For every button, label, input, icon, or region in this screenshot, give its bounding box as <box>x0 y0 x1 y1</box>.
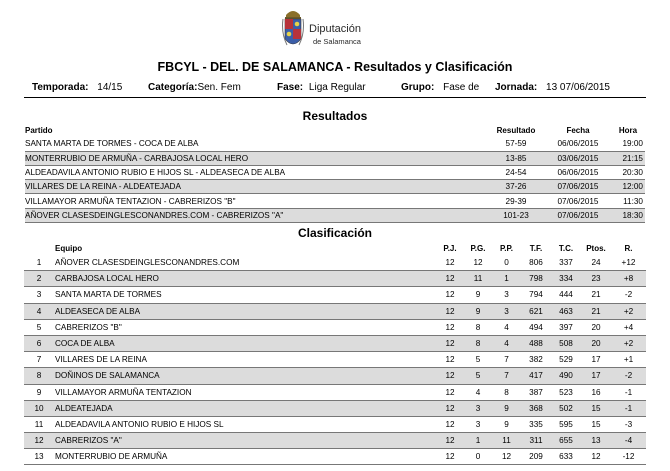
logo-line2: de Salamanca <box>313 37 361 46</box>
r-cell: -3 <box>611 416 646 432</box>
pos-cell: 5 <box>24 319 54 335</box>
pp-cell: 3 <box>492 287 521 303</box>
pg-cell: 5 <box>464 368 492 384</box>
table-row <box>25 151 645 165</box>
resultados-header-row <box>25 124 645 137</box>
table-row <box>24 400 646 416</box>
table-row <box>24 255 646 271</box>
equipo-cell: CABRERIZOS "A" <box>54 433 436 449</box>
fecha-cell: 07/06/2015 <box>545 194 611 208</box>
header-ptos: Ptos. <box>586 244 606 253</box>
pos-cell: 10 <box>24 400 54 416</box>
pj-cell: 12 <box>436 335 464 351</box>
r-cell: -1 <box>611 400 646 416</box>
r-cell: +1 <box>611 352 646 368</box>
header-hora: Hora <box>618 126 638 136</box>
header-equipo: Equipo <box>55 244 83 253</box>
header-tf: T.F. <box>529 244 543 253</box>
pos-cell: 9 <box>24 384 54 400</box>
pj-cell: 12 <box>436 416 464 432</box>
fase: Fase: Liga Regular <box>277 82 366 93</box>
logo-line1: Diputación <box>309 23 361 35</box>
r-cell: -4 <box>611 433 646 449</box>
table-row <box>25 165 645 179</box>
tf-cell: 488 <box>521 335 551 351</box>
divider <box>24 97 646 98</box>
pg-cell: 3 <box>464 400 492 416</box>
partido-cell: SANTA MARTA DE TORMES - COCA DE ALBA <box>25 137 487 151</box>
table-row <box>24 368 646 384</box>
equipo-cell: AÑOVER CLASESDEINGLESCONANDRES.COM <box>54 255 436 271</box>
equipo-cell: ALDEATEJADA <box>54 400 436 416</box>
table-row <box>25 137 645 151</box>
pp-cell: 4 <box>492 319 521 335</box>
r-cell: -12 <box>611 449 646 465</box>
grupo: Grupo: Fase de <box>401 82 480 93</box>
pos-cell: 4 <box>24 303 54 319</box>
table-row <box>24 352 646 368</box>
jornada: Jornada: 13 07/06/2015 <box>495 82 610 93</box>
r-cell: +12 <box>611 255 646 271</box>
pg-cell: 0 <box>464 449 492 465</box>
r-cell: -2 <box>611 368 646 384</box>
pp-cell: 7 <box>492 368 521 384</box>
pg-cell: 8 <box>464 319 492 335</box>
equipo-cell: SANTA MARTA DE TORMES <box>54 287 436 303</box>
pos-cell: 1 <box>24 255 54 271</box>
hora-cell: 11:30 <box>611 194 645 208</box>
r-cell: +2 <box>611 335 646 351</box>
pp-cell: 12 <box>492 449 521 465</box>
fecha-cell: 03/06/2015 <box>545 151 611 165</box>
pp-cell: 7 <box>492 352 521 368</box>
tc-cell: 463 <box>551 303 581 319</box>
equipo-cell: CARBAJOSA LOCAL HERO <box>54 271 436 287</box>
ptos-cell: 17 <box>581 368 611 384</box>
pg-cell: 1 <box>464 433 492 449</box>
tf-cell: 387 <box>521 384 551 400</box>
tc-cell: 337 <box>551 255 581 271</box>
resultado-cell: 101-23 <box>487 208 545 222</box>
pj-cell: 12 <box>436 352 464 368</box>
pj-cell: 12 <box>436 433 464 449</box>
resultado-cell: 29-39 <box>487 194 545 208</box>
equipo-cell: VILLARES DE LA REINA <box>54 352 436 368</box>
table-row <box>24 287 646 303</box>
tc-cell: 595 <box>551 416 581 432</box>
header-pg: P.G. <box>470 244 486 253</box>
ptos-cell: 15 <box>581 416 611 432</box>
hora-cell: 20:30 <box>611 165 645 179</box>
pp-cell: 11 <box>492 433 521 449</box>
pj-cell: 12 <box>436 271 464 287</box>
pj-cell: 12 <box>436 384 464 400</box>
tc-cell: 655 <box>551 433 581 449</box>
pp-cell: 1 <box>492 271 521 287</box>
fecha-cell: 06/06/2015 <box>545 137 611 151</box>
tf-cell: 494 <box>521 319 551 335</box>
header-pp: P.P. <box>499 244 514 253</box>
categoria: Categoría:Sen. Fem <box>148 82 241 93</box>
tc-cell: 529 <box>551 352 581 368</box>
table-row <box>24 335 646 351</box>
r-cell: -1 <box>611 384 646 400</box>
hora-cell: 12:00 <box>611 180 645 194</box>
pg-cell: 9 <box>464 303 492 319</box>
partido-cell: AÑOVER CLASESDEINGLESCONANDRES.COM - CABRERIZOS "A" <box>25 208 487 222</box>
equipo-cell: CABRERIZOS "B" <box>54 319 436 335</box>
ptos-cell: 24 <box>581 255 611 271</box>
pj-cell: 12 <box>436 287 464 303</box>
tc-cell: 334 <box>551 271 581 287</box>
table-row <box>24 416 646 432</box>
pos-cell: 12 <box>24 433 54 449</box>
fecha-cell: 06/06/2015 <box>545 165 611 179</box>
tf-cell: 417 <box>521 368 551 384</box>
hora-cell: 19:00 <box>611 137 645 151</box>
temporada: Temporada: 14/15 <box>32 82 123 93</box>
tc-cell: 490 <box>551 368 581 384</box>
resultado-cell: 37-26 <box>487 180 545 194</box>
pp-cell: 0 <box>492 255 521 271</box>
pos-cell: 3 <box>24 287 54 303</box>
pos-cell: 8 <box>24 368 54 384</box>
pp-cell: 3 <box>492 303 521 319</box>
header-resultado: Resultado <box>496 126 536 136</box>
header-pos <box>24 242 54 255</box>
tf-cell: 335 <box>521 416 551 432</box>
tf-cell: 798 <box>521 271 551 287</box>
table-row <box>24 271 646 287</box>
tc-cell: 523 <box>551 384 581 400</box>
resultados-heading: Resultados <box>302 109 368 123</box>
table-row <box>25 180 645 194</box>
tf-cell: 621 <box>521 303 551 319</box>
equipo-cell: COCA DE ALBA <box>54 335 436 351</box>
pg-cell: 3 <box>464 416 492 432</box>
pg-cell: 11 <box>464 271 492 287</box>
ptos-cell: 15 <box>581 400 611 416</box>
pj-cell: 12 <box>436 303 464 319</box>
table-row <box>24 384 646 400</box>
ptos-cell: 20 <box>581 335 611 351</box>
pos-cell: 11 <box>24 416 54 432</box>
pos-cell: 13 <box>24 449 54 465</box>
r-cell: +8 <box>611 271 646 287</box>
pg-cell: 8 <box>464 335 492 351</box>
pos-cell: 2 <box>24 271 54 287</box>
tc-cell: 444 <box>551 287 581 303</box>
r-cell: +4 <box>611 319 646 335</box>
partido-cell: VILLAMAYOR ARMUÑA TENTAZION - CABRERIZOS "B" <box>25 194 487 208</box>
pg-cell: 5 <box>464 352 492 368</box>
header-partido: Partido <box>25 126 53 136</box>
partido-cell: ALDEADAVILA ANTONIO RUBIO E HIJOS SL - ALDEASECA DE ALBA <box>25 165 487 179</box>
table-row <box>24 303 646 319</box>
resultado-cell: 13-85 <box>487 151 545 165</box>
clasificacion-heading: Clasificación <box>297 226 373 240</box>
table-row <box>24 433 646 449</box>
pj-cell: 12 <box>436 368 464 384</box>
equipo-cell: DOÑINOS DE SALAMANCA <box>54 368 436 384</box>
header-r: R. <box>624 244 633 253</box>
pos-cell: 6 <box>24 335 54 351</box>
pg-cell: 4 <box>464 384 492 400</box>
fecha-cell: 07/06/2015 <box>545 180 611 194</box>
pp-cell: 8 <box>492 384 521 400</box>
pp-cell: 4 <box>492 335 521 351</box>
ptos-cell: 13 <box>581 433 611 449</box>
resultados-table <box>25 124 645 223</box>
ptos-cell: 21 <box>581 303 611 319</box>
ptos-cell: 16 <box>581 384 611 400</box>
tc-cell: 502 <box>551 400 581 416</box>
tf-cell: 311 <box>521 433 551 449</box>
pj-cell: 12 <box>436 319 464 335</box>
pj-cell: 12 <box>436 449 464 465</box>
tc-cell: 397 <box>551 319 581 335</box>
pp-cell: 9 <box>492 400 521 416</box>
header-pj: P.J. <box>443 244 457 253</box>
table-row <box>24 319 646 335</box>
r-cell: +2 <box>611 303 646 319</box>
ptos-cell: 23 <box>581 271 611 287</box>
ptos-cell: 17 <box>581 352 611 368</box>
tf-cell: 209 <box>521 449 551 465</box>
ptos-cell: 20 <box>581 319 611 335</box>
pj-cell: 12 <box>436 255 464 271</box>
resultado-cell: 57-59 <box>487 137 545 151</box>
fecha-cell: 07/06/2015 <box>545 208 611 222</box>
ptos-cell: 21 <box>581 287 611 303</box>
diputacion-logo <box>281 5 391 57</box>
partido-cell: VILLARES DE LA REINA - ALDEATEJADA <box>25 180 487 194</box>
pos-cell: 7 <box>24 352 54 368</box>
clasificacion-table <box>24 242 646 465</box>
page-title: FBCYL - DEL. DE SALAMANCA - Resultados y Clasificación <box>157 60 513 74</box>
equipo-cell: MONTERRUBIO DE ARMUÑA <box>54 449 436 465</box>
partido-cell: MONTERRUBIO DE ARMUÑA - CARBAJOSA LOCAL HERO <box>25 151 487 165</box>
table-row <box>25 208 645 222</box>
tf-cell: 368 <box>521 400 551 416</box>
pj-cell: 12 <box>436 400 464 416</box>
tc-cell: 508 <box>551 335 581 351</box>
equipo-cell: ALDEADAVILA ANTONIO RUBIO E HIJOS SL <box>54 416 436 432</box>
table-row <box>24 449 646 465</box>
clasificacion-header-row <box>24 242 646 255</box>
hora-cell: 18:30 <box>611 208 645 222</box>
coat-of-arms-icon <box>281 5 305 53</box>
hora-cell: 21:15 <box>611 151 645 165</box>
table-row <box>25 194 645 208</box>
pg-cell: 9 <box>464 287 492 303</box>
tf-cell: 382 <box>521 352 551 368</box>
resultado-cell: 24-54 <box>487 165 545 179</box>
tf-cell: 794 <box>521 287 551 303</box>
header-fecha: Fecha <box>566 126 590 136</box>
header-tc: T.C. <box>558 244 574 253</box>
tc-cell: 633 <box>551 449 581 465</box>
equipo-cell: ALDEASECA DE ALBA <box>54 303 436 319</box>
tf-cell: 806 <box>521 255 551 271</box>
pg-cell: 12 <box>464 255 492 271</box>
equipo-cell: VILLAMAYOR ARMUÑA TENTAZION <box>54 384 436 400</box>
r-cell: -2 <box>611 287 646 303</box>
ptos-cell: 12 <box>581 449 611 465</box>
pp-cell: 9 <box>492 416 521 432</box>
